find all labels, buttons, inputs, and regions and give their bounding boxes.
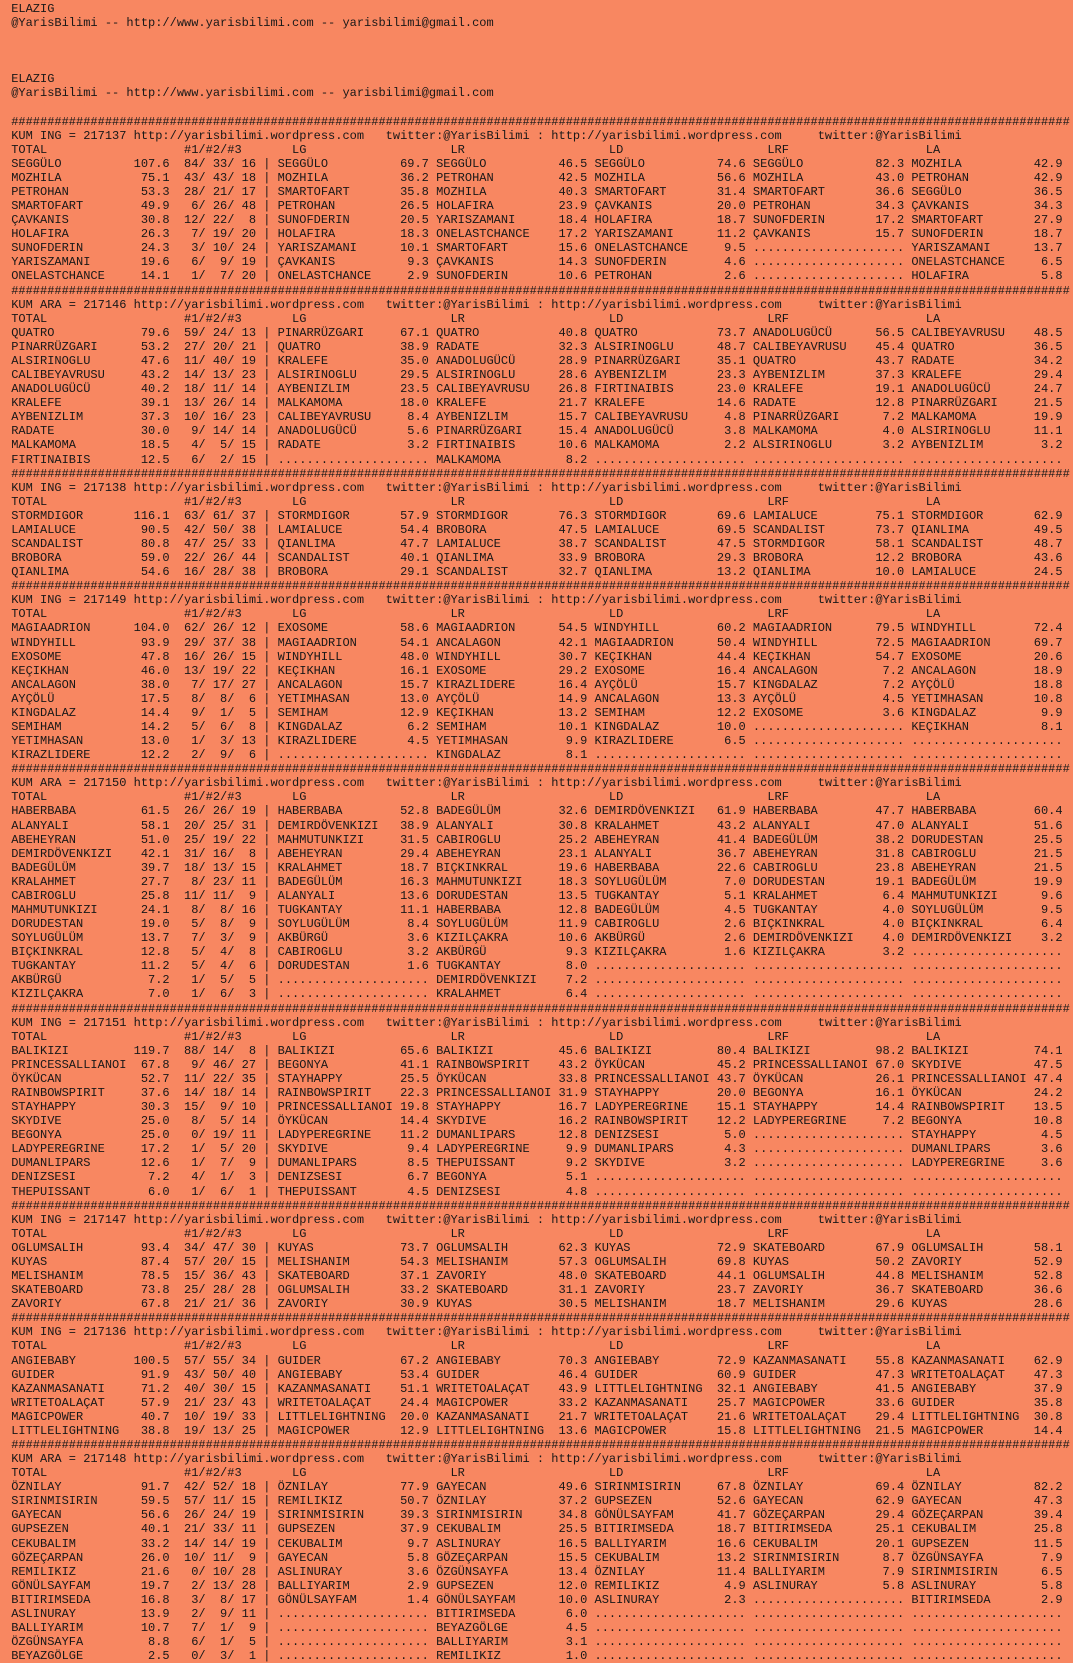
- horse-row-line: AKBÜRGÜ 7.2 1/ 5/ 5 | ..................... DEMIRDÖVENKIZI 7.2 ..................... ..................... .....................: [4, 973, 1063, 988]
- horse-row-line: SUNOFDERIN 24.3 3/ 10/ 24 | YARISZAMANI 10.1 SMARTOFART 15.6 ONELASTCHANCE 9.5 ..................... YARISZAMANI 13.7: [4, 241, 1063, 256]
- horse-row-line: BALIKIZI 119.7 88/ 14/ 8 | BALIKIZI 65.6 BALIKIZI 45.6 BALIKIZI 80.4 BALIKIZI 98.2 BALIKIZI 74.1: [4, 1043, 1063, 1058]
- horse-row-line: GÖNÜLSAYFAM 19.7 2/ 13/ 28 | BALLIYARIM 2.9 GUPSEZEN 12.0 REMILIKIZ 4.9 ASLINURAY 5.8 ASLINURAY 5.8: [4, 1578, 1063, 1593]
- horse-row-line: ALANYALI 58.1 20/ 25/ 31 | DEMIRDÖVENKIZI 38.9 ALANYALI 30.8 KRALAHMET 43.2 ALANYALI 47.0 ALANYALI 51.6: [4, 818, 1063, 833]
- horse-row-line: ANADOLUGÜCÜ 40.2 18/ 11/ 14 | AYBENIZLIM 23.5 CALIBEYAVRUSU 26.8 FIRTINAIBIS 23.0 KRALEFE 19.1 ANADOLUGÜCÜ 24.7: [4, 382, 1063, 397]
- intro-city-line: ELAZIG: [4, 72, 55, 87]
- column-header-line: TOTAL #1/#2/#3 LG LR LD LRF LA: [4, 1339, 941, 1354]
- blank-line: [4, 44, 1073, 58]
- blank-line: [4, 101, 1073, 115]
- horse-row-line: EXOSOME 47.8 16/ 26/ 15 | WINDYHILL 48.0 WINDYHILL 30.7 KEÇIKHAN 44.4 KEÇIKHAN 54.7 EXOSOME 20.6: [4, 649, 1063, 664]
- horse-row-line: MAGIAADRION 104.0 62/ 26/ 12 | EXOSOME 58.6 MAGIAADRION 54.5 WINDYHILL 60.2 MAGIAADRION 79.5 WINDYHILL 72.4: [4, 621, 1063, 636]
- horse-row-line: PETROHAN 53.3 28/ 21/ 17 | SMARTOFART 35.8 MOZHILA 40.3 SMARTOFART 31.4 SMARTOFART 36.6 SEGGÜLO 36.5: [4, 185, 1063, 200]
- horse-row-line: MAGICPOWER 40.7 10/ 19/ 33 | LITTLELIGHTNING 20.0 KAZANMASANATI 21.7 WRITETOALAÇAT 21.6 WRITETOALAÇAT 29.4 LITTLELIGHTNING 30.8: [4, 1409, 1063, 1424]
- section-header-line: KUM ARA = 217146 http://yarisbilimi.wordpress.com twitter:@YarisBilimi : http://yarisbilimi.wordpress.com twitter:@YarisBilimi: [4, 297, 962, 312]
- horse-row-line: YETIMHASAN 13.0 1/ 3/ 13 | KIRAZLIDERE 4.5 YETIMHASAN 9.9 KIRAZLIDERE 6.5 ..................... .....................: [4, 734, 1063, 749]
- divider-line: ###################################################################################################################################################: [4, 466, 1070, 481]
- horse-row-line: BIÇKINKRAL 12.8 5/ 4/ 8 | CABIROGLU 3.2 AKBÜRGÜ 9.3 KIZILÇAKRA 1.6 KIZILÇAKRA 3.2 .....................: [4, 945, 1063, 960]
- horse-row-line: MALKAMOMA 18.5 4/ 5/ 15 | RADATE 3.2 FIRTINAIBIS 10.6 MALKAMOMA 2.2 ALSIRINOGLU 3.2 AYBENIZLIM 3.2: [4, 438, 1063, 453]
- horse-row-line: BEYAZGÖLGE 2.5 0/ 3/ 1 | ..................... REMILIKIZ 1.0 ..................... ..................... .....................: [4, 1649, 1063, 1663]
- horse-row-line: ÖYKÜCAN 52.7 11/ 22/ 35 | STAYHAPPY 25.5 ÖYKÜCAN 33.8 PRINCESSALLIANOI 43.7 ÖYKÜCAN 26.1 PRINCESSALLIANOI 47.4: [4, 1071, 1063, 1086]
- horse-row-line: SOYLUGÜLÜM 13.7 7/ 3/ 9 | AKBÜRGÜ 3.6 KIZILÇAKRA 10.6 AKBÜRGÜ 2.6 DEMIRDÖVENKIZI 4.0 DEMIRDÖVENKIZI 3.2: [4, 931, 1063, 946]
- horse-row-line: MELISHANIM 78.5 15/ 36/ 43 | SKATEBOARD 37.1 ZAVORIY 48.0 SKATEBOARD 44.1 OGLUMSALIH 44.8 MELISHANIM 52.8: [4, 1269, 1063, 1284]
- horse-row-line: STAYHAPPY 30.3 15/ 9/ 10 | PRINCESSALLIANOI 19.8 STAYHAPPY 16.7 LADYPEREGRINE 15.1 STAYHAPPY 14.4 RAINBOWSPIRIT 13.5: [4, 1100, 1063, 1115]
- horse-row-line: ANCALAGON 38.0 7/ 17/ 27 | ANCALAGON 15.7 KIRAZLIDERE 16.4 AYÇÖLÜ 15.7 KINGDALAZ 7.2 AYÇÖLÜ 18.8: [4, 677, 1063, 692]
- horse-row-line: QUATRO 79.6 59/ 24/ 13 | PINARRÜZGARI 67.1 QUATRO 40.8 QUATRO 73.7 ANADOLUGÜCÜ 56.5 CALIBEYAVRUSU 48.5: [4, 325, 1063, 340]
- horse-row-line: CALIBEYAVRUSU 43.2 14/ 13/ 23 | ALSIRINOGLU 29.5 ALSIRINOGLU 28.6 AYBENIZLIM 23.3 AYBENIZLIM 37.3 KRALEFE 29.4: [4, 368, 1063, 383]
- blank-line: [4, 58, 1073, 72]
- horse-row-line: KINGDALAZ 14.4 9/ 1/ 5 | SEMIHAM 12.9 KEÇIKHAN 13.2 SEMIHAM 12.2 EXOSOME 3.6 KINGDALAZ 9.9: [4, 705, 1063, 720]
- section-header-line: KUM ING = 217151 http://yarisbilimi.wordpress.com twitter:@YarisBilimi : http://yarisbilimi.wordpress.com twitter:@YarisBilimi: [4, 1015, 962, 1030]
- column-header-line: TOTAL #1/#2/#3 LG LR LD LRF LA: [4, 1029, 941, 1044]
- divider-line: ###################################################################################################################################################: [4, 114, 1070, 129]
- horse-row-line: PINARRÜZGARI 53.2 27/ 20/ 21 | QUATRO 38.9 RADATE 32.3 ALSIRINOGLU 48.7 CALIBEYAVRUSU 45.4 QUATRO 36.5: [4, 339, 1063, 354]
- horse-row-line: QIANLIMA 54.6 16/ 28/ 38 | BROBORA 29.1 SCANDALIST 32.7 QIANLIMA 13.2 QIANLIMA 10.0 LAMIALUCE 24.5: [4, 565, 1063, 580]
- horse-row-line: ANGIEBABY 100.5 57/ 55/ 34 | GUIDER 67.2 ANGIEBABY 70.3 ANGIEBABY 72.9 KAZANMASANATI 55.8 KAZANMASANATI 62.9: [4, 1353, 1063, 1368]
- horse-row-line: BALLIYARIM 10.7 7/ 1/ 9 | ..................... BEYAZGÖLGE 4.5 ..................... ..................... .....................: [4, 1620, 1063, 1635]
- horse-row-line: BADEGÜLÜM 39.7 18/ 13/ 15 | KRALAHMET 18.7 BIÇKINKRAL 19.6 HABERBABA 22.6 CABIROGLU 23.8 ABEHEYRAN 21.5: [4, 860, 1063, 875]
- horse-row-line: STORMDIGOR 116.1 63/ 61/ 37 | STORMDIGOR 57.9 STORMDIGOR 76.3 STORMDIGOR 69.6 LAMIALUCE 75.1 STORMDIGOR 62.9: [4, 508, 1063, 523]
- column-header-line: TOTAL #1/#2/#3 LG LR LD LRF LA: [4, 494, 941, 509]
- horse-row-line: BROBORA 59.0 22/ 26/ 44 | SCANDALIST 40.1 QIANLIMA 33.9 BROBORA 29.3 BROBORA 12.2 BROBORA 43.6: [4, 551, 1063, 566]
- column-header-line: TOTAL #1/#2/#3 LG LR LD LRF LA: [4, 1466, 941, 1481]
- divider-line: ###################################################################################################################################################: [4, 1001, 1070, 1016]
- horse-row-line: KIRAZLIDERE 12.2 2/ 9/ 6 | ..................... KINGDALAZ 8.1 ..................... ..................... .....................: [4, 748, 1063, 763]
- horse-row-line: CABIROGLU 25.8 11/ 11/ 9 | ALANYALI 13.6 DORUDESTAN 13.5 TUGKANTAY 5.1 KRALAHMET 6.4 MAHMUTUNKIZI 9.6: [4, 888, 1063, 903]
- horse-row-line: KAZANMASANATI 71.2 40/ 30/ 15 | KAZANMASANATI 51.1 WRITETOALAÇAT 43.9 LITTLELIGHTNING 32.1 ANGIEBABY 41.5 ANGIEBABY 37.9: [4, 1381, 1063, 1396]
- horse-row-line: DENIZSESI 7.2 4/ 1/ 3 | DENIZSESI 6.7 BEGONYA 5.1 ..................... ..................... .....................: [4, 1170, 1063, 1185]
- horse-row-line: GÖZEÇARPAN 26.0 10/ 11/ 9 | GAYECAN 5.8 GÖZEÇARPAN 15.5 CEKUBALIM 13.2 SIRINMISIRIN 8.7 ÖZGÜNSAYFA 7.9: [4, 1550, 1063, 1565]
- divider-line: ###################################################################################################################################################: [4, 283, 1070, 298]
- horse-row-line: YARISZAMANI 19.6 6/ 9/ 19 | ÇAVKANIS 9.3 ÇAVKANIS 14.3 SUNOFDERIN 4.6 ..................... ONELASTCHANCE 6.5: [4, 255, 1063, 270]
- blank-line: [4, 30, 1073, 44]
- horse-row-line: PRINCESSALLIANOI 67.8 9/ 46/ 27 | BEGONYA 41.1 RAINBOWSPIRIT 43.2 ÖYKÜCAN 45.2 PRINCESSALLIANOI 67.0 SKYDIVE 47.5: [4, 1057, 1063, 1072]
- horse-row-line: FIRTINAIBIS 12.5 6/ 2/ 15 | ..................... MALKAMOMA 8.2 ..................... ..................... .....................: [4, 452, 1063, 467]
- section-header-line: KUM ARA = 217150 http://yarisbilimi.wordpress.com twitter:@YarisBilimi : http://yarisbilimi.wordpress.com twitter:@YarisBilimi: [4, 776, 962, 791]
- horse-row-line: REMILIKIZ 21.6 0/ 10/ 28 | ASLINURAY 3.6 ÖZGÜNSAYFA 13.4 ÖZNILAY 11.4 BALLIYARIM 7.9 SIRINMISIRIN 6.5: [4, 1564, 1063, 1579]
- horse-row-line: LADYPEREGRINE 17.2 1/ 5/ 20 | SKYDIVE 9.4 LADYPEREGRINE 9.9 DUMANLIPARS 4.3 ..................... DUMANLIPARS 3.6: [4, 1142, 1063, 1157]
- horse-row-line: OGLUMSALIH 93.4 34/ 47/ 30 | KUYAS 73.7 OGLUMSALIH 62.3 KUYAS 72.9 SKATEBOARD 67.9 OGLUMSALIH 58.1: [4, 1240, 1063, 1255]
- intro-contact-line: @YarisBilimi -- http://www.yarisbilimi.com -- yarisbilimi@gmail.com: [4, 86, 494, 101]
- horse-row-line: LAMIALUCE 90.5 42/ 50/ 38 | LAMIALUCE 54.4 BROBORA 47.5 LAMIALUCE 69.5 SCANDALIST 73.7 QIANLIMA 49.5: [4, 522, 1063, 537]
- intro-city-line: ELAZIG: [4, 2, 55, 16]
- horse-row-line: HOLAFIRA 26.3 7/ 19/ 20 | HOLAFIRA 18.3 ONELASTCHANCE 17.2 YARISZAMANI 11.2 ÇAVKANIS 15.7 SUNOFDERIN 18.7: [4, 227, 1063, 242]
- horse-row-line: SKATEBOARD 73.8 25/ 28/ 28 | OGLUMSALIH 33.2 SKATEBOARD 31.1 ZAVORIY 23.7 ZAVORIY 36.7 SKATEBOARD 36.6: [4, 1283, 1063, 1298]
- divider-line: ###################################################################################################################################################: [4, 1437, 1070, 1452]
- section-header-line: KUM ING = 217137 http://yarisbilimi.wordpress.com twitter:@YarisBilimi : http://yarisbilimi.wordpress.com twitter:@YarisBilimi: [4, 128, 962, 143]
- horse-row-line: ALSIRINOGLU 47.6 11/ 40/ 19 | KRALEFE 35.0 ANADOLUGÜCÜ 28.9 PINARRÜZGARI 35.1 QUATRO 43.7 RADATE 34.2: [4, 353, 1063, 368]
- horse-row-line: GAYECAN 56.6 26/ 24/ 19 | SIRINMISIRIN 39.3 SIRINMISIRIN 34.8 GÖNÜLSAYFAM 41.7 GÖZEÇARPAN 29.4 GÖZEÇARPAN 39.4: [4, 1508, 1063, 1523]
- horse-row-line: ONELASTCHANCE 14.1 1/ 7/ 20 | ONELASTCHANCE 2.9 SUNOFDERIN 10.6 PETROHAN 2.6 ..................... HOLAFIRA 5.8: [4, 269, 1063, 284]
- horse-row-line: KRALAHMET 27.7 8/ 23/ 11 | BADEGÜLÜM 16.3 MAHMUTUNKIZI 18.3 SOYLUGÜLÜM 7.0 DORUDESTAN 19.1 BADEGÜLÜM 19.9: [4, 874, 1063, 889]
- horse-row-line: LITTLELIGHTNING 38.8 19/ 13/ 25 | MAGICPOWER 12.9 LITTLELIGHTNING 13.6 MAGICPOWER 15.8 LITTLELIGHTNING 21.5 MAGICPOWER 14.4: [4, 1423, 1063, 1438]
- horse-row-line: SKYDIVE 25.0 8/ 5/ 14 | ÖYKÜCAN 14.4 SKYDIVE 16.2 RAINBOWSPIRIT 12.2 LADYPEREGRINE 7.2 BEGONYA 10.8: [4, 1114, 1063, 1129]
- horse-row-line: ÖZGÜNSAYFA 8.8 6/ 1/ 5 | ..................... BALLIYARIM 3.1 ..................... ..................... .....................: [4, 1635, 1063, 1650]
- horse-row-line: WRITETOALAÇAT 57.9 21/ 23/ 43 | WRITETOALAÇAT 24.4 MAGICPOWER 33.2 KAZANMASANATI 25.7 MAGICPOWER 33.6 GUIDER 35.8: [4, 1395, 1063, 1410]
- section-header-line: KUM ING = 217136 http://yarisbilimi.wordpress.com twitter:@YarisBilimi : http://yarisbilimi.wordpress.com twitter:@YarisBilimi: [4, 1325, 962, 1340]
- horse-row-line: DEMIRDÖVENKIZI 42.1 31/ 16/ 8 | ABEHEYRAN 29.4 ABEHEYRAN 23.1 ALANYALI 36.7 ABEHEYRAN 31.8 CABIROGLU 21.5: [4, 846, 1063, 861]
- divider-line: ###################################################################################################################################################: [4, 1311, 1070, 1326]
- column-header-line: TOTAL #1/#2/#3 LG LR LD LRF LA: [4, 790, 941, 805]
- horse-row-line: ASLINURAY 13.9 2/ 9/ 11 | ..................... BITIRIMSEDA 6.0 ..................... ..................... .....................: [4, 1606, 1063, 1621]
- horse-row-line: THEPUISSANT 6.0 1/ 6/ 1 | THEPUISSANT 4.5 DENIZSESI 4.8 ..................... ..................... .....................: [4, 1184, 1063, 1199]
- horse-row-line: DUMANLIPARS 12.6 1/ 7/ 9 | DUMANLIPARS 8.5 THEPUISSANT 9.2 SKYDIVE 3.2 ..................... LADYPEREGRINE 3.6: [4, 1156, 1063, 1171]
- divider-line: ###################################################################################################################################################: [4, 579, 1070, 594]
- horse-row-line: KUYAS 87.4 57/ 20/ 15 | MELISHANIM 54.3 MELISHANIM 57.3 OGLUMSALIH 69.8 KUYAS 50.2 ZAVORIY 52.9: [4, 1254, 1063, 1269]
- section-header-line: KUM ING = 217147 http://yarisbilimi.wordpress.com twitter:@YarisBilimi : http://yarisbilimi.wordpress.com twitter:@YarisBilimi: [4, 1212, 962, 1227]
- horse-row-line: WINDYHILL 93.9 29/ 37/ 38 | MAGIAADRION 54.1 ANCALAGON 42.1 MAGIAADRION 50.4 WINDYHILL 72.5 MAGIAADRION 69.7: [4, 635, 1063, 650]
- horse-row-line: ÇAVKANIS 30.8 12/ 22/ 8 | SUNOFDERIN 20.5 YARISZAMANI 18.4 HOLAFIRA 18.7 SUNOFDERIN 17.2 SMARTOFART 27.9: [4, 213, 1063, 228]
- horse-row-line: AYÇÖLÜ 17.5 8/ 8/ 6 | YETIMHASAN 13.0 AYÇÖLÜ 14.9 ANCALAGON 13.3 AYÇÖLÜ 4.5 YETIMHASAN 10.8: [4, 691, 1063, 706]
- intro-contact-line: @YarisBilimi -- http://www.yarisbilimi.com -- yarisbilimi@gmail.com: [4, 16, 494, 31]
- horse-row-line: ÖZNILAY 91.7 42/ 52/ 18 | ÖZNILAY 77.9 GAYECAN 49.6 SIRINMISIRIN 67.8 ÖZNILAY 69.4 ÖZNILAY 82.2: [4, 1480, 1063, 1495]
- horse-row-line: GUIDER 91.9 43/ 50/ 40 | ANGIEBABY 53.4 GUIDER 46.4 GUIDER 60.9 GUIDER 47.3 WRITETOALAÇAT 47.3: [4, 1367, 1063, 1382]
- horse-row-line: SMARTOFART 49.9 6/ 26/ 48 | PETROHAN 26.5 HOLAFIRA 23.9 ÇAVKANIS 20.0 PETROHAN 34.3 ÇAVKANIS 34.3: [4, 199, 1063, 214]
- horse-row-line: GUPSEZEN 40.1 21/ 33/ 11 | GUPSEZEN 37.9 CEKUBALIM 25.5 BITIRIMSEDA 18.7 BITIRIMSEDA 25.1 CEKUBALIM 25.8: [4, 1522, 1063, 1537]
- horse-row-line: ZAVORIY 67.8 21/ 21/ 36 | ZAVORIY 30.9 KUYAS 30.5 MELISHANIM 18.7 MELISHANIM 29.6 KUYAS 28.6: [4, 1297, 1063, 1312]
- horse-row-line: DORUDESTAN 19.0 5/ 8/ 9 | SOYLUGÜLÜM 8.4 SOYLUGÜLÜM 11.9 CABIROGLU 2.6 BIÇKINKRAL 4.0 BIÇKINKRAL 6.4: [4, 917, 1063, 932]
- horse-row-line: BEGONYA 25.0 0/ 19/ 11 | LADYPEREGRINE 11.2 DUMANLIPARS 12.8 DENIZSESI 5.0 ..................... STAYHAPPY 4.5: [4, 1128, 1063, 1143]
- horse-row-line: SIRINMISIRIN 59.5 57/ 11/ 15 | REMILIKIZ 50.7 ÖZNILAY 37.2 GUPSEZEN 52.6 GAYECAN 62.9 GAYECAN 47.3: [4, 1494, 1063, 1509]
- horse-row-line: RAINBOWSPIRIT 37.6 14/ 18/ 14 | RAINBOWSPIRIT 22.3 PRINCESSALLIANOI 31.9 STAYHAPPY 20.0 BEGONYA 16.1 ÖYKÜCAN 24.2: [4, 1086, 1063, 1101]
- horse-row-line: ABEHEYRAN 51.0 25/ 19/ 22 | MAHMUTUNKIZI 31.5 CABIROGLU 25.2 ABEHEYRAN 41.4 BADEGÜLÜM 38.2 DORUDESTAN 25.5: [4, 832, 1063, 847]
- horse-row-line: SCANDALIST 80.8 47/ 25/ 33 | QIANLIMA 47.7 LAMIALUCE 38.7 SCANDALIST 47.5 STORMDIGOR 58.1 SCANDALIST 48.7: [4, 536, 1063, 551]
- section-header-line: KUM ING = 217149 http://yarisbilimi.wordpress.com twitter:@YarisBilimi : http://yarisbilimi.wordpress.com twitter:@YarisBilimi: [4, 593, 962, 608]
- horse-row-line: KIZILÇAKRA 7.0 1/ 6/ 3 | ..................... KRALAHMET 6.4 ..................... ..................... .....................: [4, 987, 1063, 1002]
- section-header-line: KUM ARA = 217148 http://yarisbilimi.wordpress.com twitter:@YarisBilimi : http://yarisbilimi.wordpress.com twitter:@YarisBilimi: [4, 1452, 962, 1467]
- horse-row-line: SEGGÜLO 107.6 84/ 33/ 16 | SEGGÜLO 69.7 SEGGÜLO 46.5 SEGGÜLO 74.6 SEGGÜLO 82.3 MOZHILA 42.9: [4, 156, 1063, 171]
- horse-row-line: KRALEFE 39.1 13/ 26/ 14 | MALKAMOMA 18.0 KRALEFE 21.7 KRALEFE 14.6 RADATE 12.8 PINARRÜZGARI 21.5: [4, 396, 1063, 411]
- horse-row-line: CEKUBALIM 33.2 14/ 14/ 19 | CEKUBALIM 9.7 ASLINURAY 16.5 BALLIYARIM 16.6 CEKUBALIM 20.1 GUPSEZEN 11.5: [4, 1536, 1063, 1551]
- horse-row-line: BITIRIMSEDA 16.8 3/ 8/ 17 | GÖNÜLSAYFAM 1.4 GÖNÜLSAYFAM 10.0 ASLINURAY 2.3 ..................... BITIRIMSEDA 2.9: [4, 1592, 1063, 1607]
- column-header-line: TOTAL #1/#2/#3 LG LR LD LRF LA: [4, 1226, 941, 1241]
- divider-line: ###################################################################################################################################################: [4, 1198, 1070, 1213]
- column-header-line: TOTAL #1/#2/#3 LG LR LD LRF LA: [4, 607, 941, 622]
- horse-row-line: HABERBABA 61.5 26/ 26/ 19 | HABERBABA 52.8 BADEGÜLÜM 32.6 DEMIRDÖVENKIZI 61.9 HABERBABA 47.7 HABERBABA 60.4: [4, 804, 1063, 819]
- section-header-line: KUM ING = 217138 http://yarisbilimi.wordpress.com twitter:@YarisBilimi : http://yarisbilimi.wordpress.com twitter:@YarisBilimi: [4, 480, 962, 495]
- horse-row-line: TUGKANTAY 11.2 5/ 4/ 6 | DORUDESTAN 1.6 TUGKANTAY 8.0 ..................... ..................... .....................: [4, 959, 1063, 974]
- divider-line: ###################################################################################################################################################: [4, 762, 1070, 777]
- horse-row-line: AYBENIZLIM 37.3 10/ 16/ 23 | CALIBEYAVRUSU 8.4 AYBENIZLIM 15.7 CALIBEYAVRUSU 4.8 PINARRÜZGARI 7.2 MALKAMOMA 19.9: [4, 410, 1063, 425]
- column-header-line: TOTAL #1/#2/#3 LG LR LD LRF LA: [4, 311, 941, 326]
- horse-row-line: MOZHILA 75.1 43/ 43/ 18 | MOZHILA 36.2 PETROHAN 42.5 MOZHILA 56.6 MOZHILA 43.0 PETROHAN 42.9: [4, 170, 1063, 185]
- horse-row-line: KEÇIKHAN 46.0 13/ 19/ 22 | KEÇIKHAN 16.1 EXOSOME 29.2 EXOSOME 16.4 ANCALAGON 7.2 ANCALAGON 18.9: [4, 663, 1063, 678]
- horse-row-line: SEMIHAM 14.2 5/ 6/ 8 | KINGDALAZ 6.2 SEMIHAM 10.1 KINGDALAZ 10.0 ..................... KEÇIKHAN 8.1: [4, 719, 1063, 734]
- column-header-line: TOTAL #1/#2/#3 LG LR LD LRF LA: [4, 142, 941, 157]
- horse-row-line: MAHMUTUNKIZI 24.1 8/ 8/ 16 | TUGKANTAY 11.1 HABERBABA 12.8 BADEGÜLÜM 4.5 TUGKANTAY 4.0 SOYLUGÜLÜM 9.5: [4, 903, 1063, 917]
- horse-row-line: RADATE 30.0 9/ 14/ 14 | ANADOLUGÜCÜ 5.6 PINARRÜZGARI 15.4 ANADOLUGÜCÜ 3.8 MALKAMOMA 4.0 ALSIRINOGLU 11.1: [4, 424, 1063, 439]
